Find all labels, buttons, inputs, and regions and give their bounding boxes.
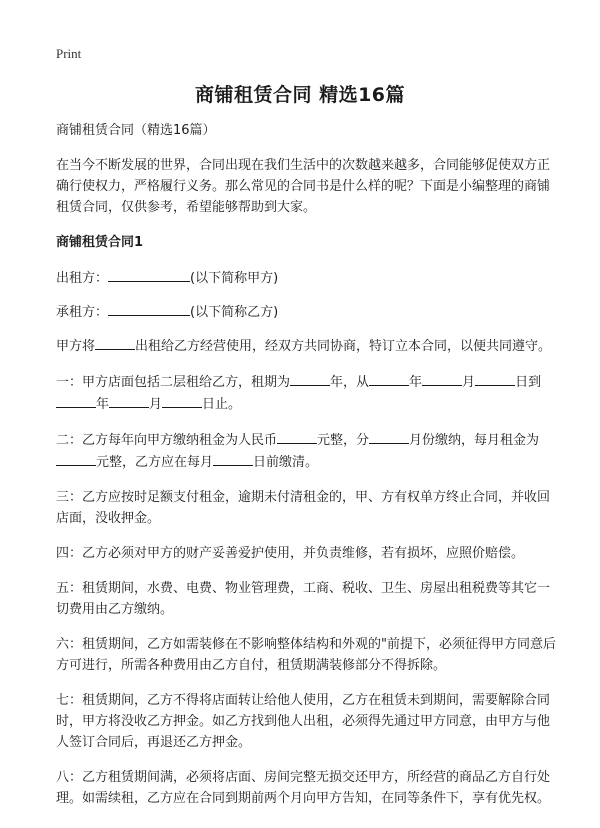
clause-7: 七：租赁期间，乙方不得将店面转让给他人使用，乙方在租赁未到期间，需要解除合同时，甲方将没收乙方押金。如乙方找到他人出租，必须得先通过甲方同意，由甲方与他人签订合同后，再退还乙方押金。 [56,693,551,750]
clause-2-text: 日前缴清。 [253,455,319,470]
clause-2 [56,429,556,473]
payment-months-blank [369,429,409,444]
clause-1-text: 年，从 [330,375,370,390]
term-years-blank [290,371,330,386]
clause-1-text: 一：甲方店面包括二层租给乙方，租期为 [56,375,291,390]
clause-1 [56,371,556,415]
clause-2-text: 元整，分 [317,433,370,448]
lessee-suffix: (以下简称乙方) [190,305,279,320]
monthly-rent-blank [56,451,96,466]
clause-2-text: 二：乙方每年向甲方缴纳租金为人民币 [56,433,278,448]
clause-5: 五：租赁期间，水费、电费、物业管理费，工商、税收、卫生、房屋出租税费等其它一切费用由乙方缴纳。 [56,581,551,617]
section-heading: 商铺租赁合同1 [56,235,144,250]
property-blank [95,335,135,350]
intro-paragraph: 在当今不断发展的世界，合同出现在我们生活中的次数越来越多，合同能够促使双方正确行使权力，严格履行义务。那么常见的合同书是什么样的呢？下面是小编整理的商铺租赁合同，仅供参考，希望能够帮助到大家。 [56,158,551,215]
lessor-suffix: (以下简称甲方) [190,271,279,286]
end-day-blank [162,393,202,408]
clause-4: 四：乙方必须对甲方的财产妥善爱护使用，并负责维修，若有损坏，应照价赔偿。 [56,546,525,561]
lessee-blank [108,301,190,316]
clause-1-text: 日止。 [202,397,242,412]
due-day-blank [213,451,253,466]
clause-1-text: 年 [96,397,110,412]
clause-1-text: 年 [409,375,423,390]
lessor-line [56,267,556,289]
document-title: 商铺租赁合同 精选16篇 [194,84,406,106]
document-subtitle: 商铺租赁合同（精选16篇） [56,123,216,138]
start-day-blank [475,371,515,386]
end-year-blank [56,393,96,408]
clause-8: 八：乙方租赁期间满，必须将店面、房间完整无损交还甲方，所经营的商品乙方自行处理。如需续租，乙方应在合同到期前两个月向甲方告知，在同等条件下，享有优先权。 [56,770,551,806]
lessee-line [56,301,556,323]
opening-paragraph [56,335,556,357]
clause-1-text: 月 [149,397,163,412]
lessor-label: 出租方： [56,271,109,286]
lessee-label: 承租方： [56,305,109,320]
clause-2-text: 月份缴纳，每月租金为 [409,433,540,448]
start-year-blank [369,371,409,386]
start-month-blank [422,371,462,386]
annual-rent-blank [277,429,317,444]
clause-1-text: 月 [462,375,476,390]
document-body [56,120,556,823]
opening-text-b: 出租给乙方经营使用，经双方共同协商，特订立本合同，以便共同遵守。 [135,339,552,354]
print-label: Print [56,46,82,61]
clause-1-text: 日到 [515,375,542,390]
end-month-blank [109,393,149,408]
clause-6: 六：租赁期间，乙方如需装修在不影响整体结构和外观的"前提下，必须征得甲方同意后方可进行，所需各种费用由乙方自付，租赁期满装修部分不得拆除。 [56,637,556,673]
opening-text-a: 甲方将 [56,339,96,354]
clause-3: 三：乙方应按时足额支付租金，逾期未付清租金的，甲、方有权单方终止合同，并收回店面，没收押金。 [56,490,551,526]
lessor-blank [108,267,190,282]
clause-2-text: 元整，乙方应在每月 [96,455,214,470]
